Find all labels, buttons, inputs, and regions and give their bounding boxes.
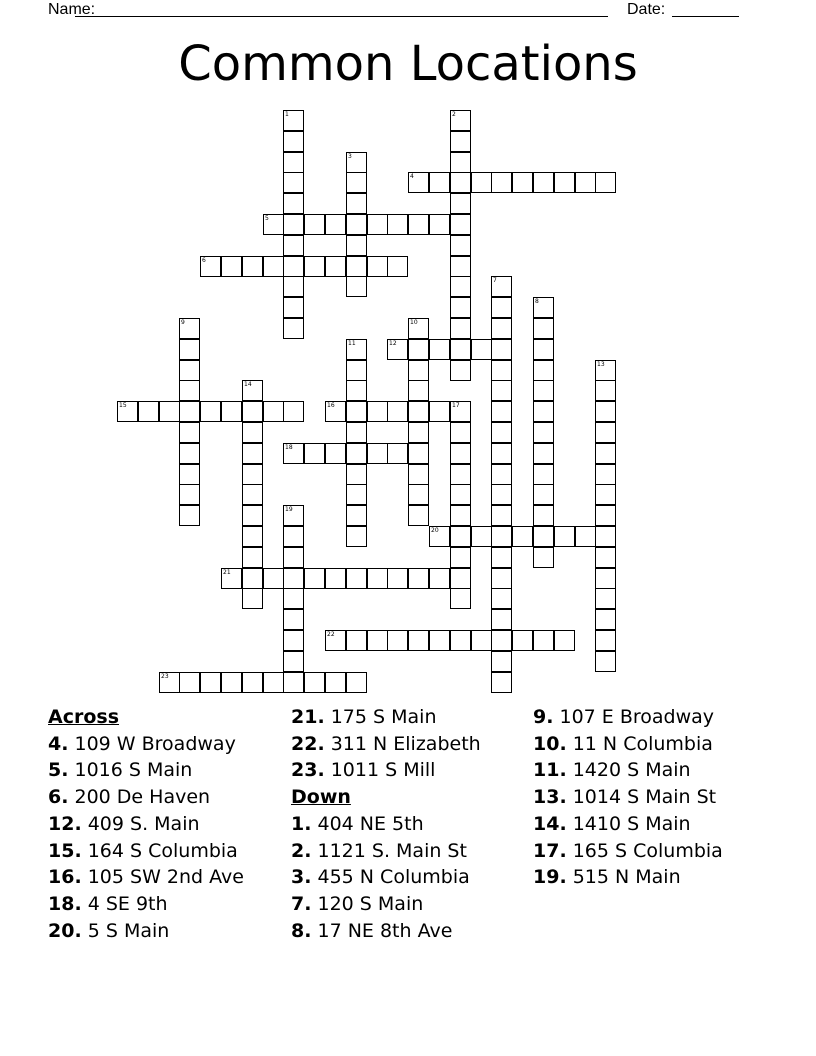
cell-number: 14 [244,381,252,388]
clue-down-3: 3. 455 N Columbia [291,866,470,889]
grid-cell[interactable] [408,318,429,339]
grid-cell[interactable] [325,401,346,422]
grid-cell[interactable] [387,339,408,360]
grid-cell[interactable] [450,526,471,547]
clue-across-23: 23. 1011 S Mill [291,759,436,782]
grid-cell[interactable] [595,360,616,381]
grid-cell[interactable] [533,360,554,381]
grid-cell[interactable] [221,672,242,693]
grid-cell[interactable] [512,526,533,547]
grid-cell[interactable] [242,505,263,526]
grid-cell[interactable] [325,443,346,464]
cell-number: 16 [327,402,335,409]
grid-cell[interactable] [283,318,304,339]
grid-cell[interactable] [367,630,388,651]
grid-cell[interactable] [242,484,263,505]
grid-cell[interactable] [575,172,596,193]
grid-cell[interactable] [283,672,304,693]
grid-cell[interactable] [450,172,471,193]
grid-cell[interactable] [138,401,159,422]
clue-down-10: 10. 11 N Columbia [533,732,713,755]
grid-cell[interactable] [325,672,346,693]
grid-cell[interactable] [408,339,429,360]
grid-cell[interactable] [179,401,200,422]
grid-cell[interactable] [346,526,367,547]
clue-down-19: 19. 515 N Main [533,866,681,889]
clue-across-12: 12. 409 S. Main [48,812,200,835]
clue-down-11: 11. 1420 S Main [533,759,691,782]
clues-column-3 [533,704,773,891]
grid-cell[interactable] [595,505,616,526]
grid-cell[interactable] [367,443,388,464]
grid-cell[interactable] [450,360,471,381]
grid-cell[interactable] [533,526,554,547]
grid-cell[interactable] [533,443,554,464]
grid-cell[interactable] [595,547,616,568]
grid-cell[interactable] [179,672,200,693]
grid-cell[interactable] [491,318,512,339]
grid-cell[interactable] [179,464,200,485]
grid-cell[interactable] [408,630,429,651]
grid-cell[interactable] [450,193,471,214]
grid-cell[interactable] [283,401,304,422]
grid-cell[interactable] [283,131,304,152]
grid-cell[interactable] [450,297,471,318]
cell-number: 18 [285,444,293,451]
grid-cell[interactable] [283,152,304,173]
grid-cell[interactable] [471,172,492,193]
cell-number: 21 [223,569,231,576]
grid-cell[interactable] [429,526,450,547]
grid-cell[interactable] [325,256,346,277]
grid-cell[interactable] [367,568,388,589]
cell-number: 11 [348,340,356,347]
grid-cell[interactable] [450,318,471,339]
grid-cell[interactable] [242,256,263,277]
grid-cell[interactable] [450,422,471,443]
grid-cell[interactable] [283,110,304,131]
grid-cell[interactable] [242,401,263,422]
grid-cell[interactable] [595,380,616,401]
grid-cell[interactable] [346,256,367,277]
grid-cell[interactable] [491,630,512,651]
grid-cell[interactable] [221,568,242,589]
grid-cell[interactable] [346,172,367,193]
grid-cell[interactable] [283,568,304,589]
grid-cell[interactable] [200,401,221,422]
grid-cell[interactable] [450,630,471,651]
grid-cell[interactable] [242,547,263,568]
grid-cell[interactable] [595,630,616,651]
grid-cell[interactable] [491,672,512,693]
grid-cell[interactable] [595,401,616,422]
grid-cell[interactable] [159,672,180,693]
grid-cell[interactable] [325,630,346,651]
grid-cell[interactable] [346,568,367,589]
grid-cell[interactable] [346,152,367,173]
grid-cell[interactable] [283,297,304,318]
grid-cell[interactable] [242,422,263,443]
grid-cell[interactable] [242,588,263,609]
grid-cell[interactable] [179,505,200,526]
grid-cell[interactable] [533,318,554,339]
grid-cell[interactable] [325,568,346,589]
cell-number: 15 [119,402,127,409]
cell-number: 1 [285,111,289,118]
cell-number: 9 [181,319,185,326]
grid-cell[interactable] [346,214,367,235]
clue-down-8: 8. 17 NE 8th Ave [291,919,453,942]
grid-cell[interactable] [491,276,512,297]
grid-cell[interactable] [283,630,304,651]
grid-cell[interactable] [346,193,367,214]
grid-cell[interactable] [450,131,471,152]
grid-cell[interactable] [346,422,367,443]
grid-cell[interactable] [346,672,367,693]
grid-cell[interactable] [408,568,429,589]
grid-cell[interactable] [387,630,408,651]
grid-cell[interactable] [471,339,492,360]
grid-cell[interactable] [512,172,533,193]
grid-cell[interactable] [471,630,492,651]
grid-cell[interactable] [450,484,471,505]
grid-cell[interactable] [491,443,512,464]
clue-down-2: 2. 1121 S. Main St [291,839,467,862]
grid-cell[interactable] [595,526,616,547]
grid-cell[interactable] [387,401,408,422]
cell-number: 6 [202,257,206,264]
grid-cell[interactable] [367,401,388,422]
grid-cell[interactable] [242,526,263,547]
grid-cell[interactable] [304,672,325,693]
clue-down-7: 7. 120 S Main [291,892,424,915]
grid-cell[interactable] [346,630,367,651]
grid-cell[interactable] [450,443,471,464]
grid-cell[interactable] [450,547,471,568]
clue-across-4: 4. 109 W Broadway [48,732,236,755]
grid-cell[interactable] [533,505,554,526]
grid-cell[interactable] [450,110,471,131]
grid-cell[interactable] [491,651,512,672]
clue-down-1: 1. 404 NE 5th [291,812,424,835]
grid-cell[interactable] [408,505,429,526]
grid-cell[interactable] [283,235,304,256]
clue-across-15: 15. 164 S Columbia [48,839,238,862]
grid-cell[interactable] [346,464,367,485]
grid-cell[interactable] [263,672,284,693]
cell-number: 17 [452,402,460,409]
grid-cell[interactable] [429,172,450,193]
grid-cell[interactable] [387,568,408,589]
grid-cell[interactable] [595,172,616,193]
grid-cell[interactable] [595,484,616,505]
grid-cell[interactable] [595,422,616,443]
grid-cell[interactable] [387,256,408,277]
grid-cell[interactable] [242,380,263,401]
grid-cell[interactable] [595,588,616,609]
grid-cell[interactable] [491,401,512,422]
clue-across-6: 6. 200 De Haven [48,786,211,809]
grid-cell[interactable] [491,547,512,568]
grid-cell[interactable] [179,443,200,464]
grid-cell[interactable] [346,505,367,526]
clue-across-16: 16. 105 SW 2nd Ave [48,866,244,889]
grid-cell[interactable] [179,360,200,381]
grid-cell[interactable] [159,401,180,422]
grid-cell[interactable] [429,630,450,651]
grid-cell[interactable] [429,568,450,589]
grid-cell[interactable] [491,609,512,630]
grid-cell[interactable] [595,443,616,464]
grid-cell[interactable] [304,256,325,277]
grid-cell[interactable] [346,235,367,256]
grid-cell[interactable] [304,214,325,235]
grid-cell[interactable] [450,568,471,589]
grid-cell[interactable] [491,464,512,485]
grid-cell[interactable] [533,464,554,485]
grid-cell[interactable] [491,297,512,318]
grid-cell[interactable] [283,214,304,235]
grid-cell[interactable] [283,547,304,568]
grid-cell[interactable] [408,422,429,443]
grid-cell[interactable] [283,276,304,297]
grid-cell[interactable] [242,464,263,485]
grid-cell[interactable] [533,297,554,318]
cell-number: 12 [389,340,397,347]
grid-cell[interactable] [367,256,388,277]
cell-number: 22 [327,631,335,638]
grid-cell[interactable] [575,526,596,547]
grid-cell[interactable] [408,443,429,464]
clue-down-9: 9. 107 E Broadway [533,706,715,728]
grid-cell[interactable] [533,401,554,422]
grid-cell[interactable] [450,588,471,609]
grid-cell[interactable] [221,256,242,277]
grid-cell[interactable] [346,339,367,360]
grid-cell[interactable] [595,609,616,630]
grid-cell[interactable] [471,526,492,547]
grid-cell[interactable] [450,464,471,485]
cell-number: 8 [535,298,539,305]
grid-cell[interactable] [179,484,200,505]
cell-number: 23 [161,673,169,680]
grid-cell[interactable] [491,380,512,401]
grid-cell[interactable] [283,443,304,464]
grid-cell[interactable] [491,505,512,526]
grid-cell[interactable] [408,172,429,193]
clue-down-14: 14. 1410 S Main [533,812,691,835]
clue-across-18: 18. 4 SE 9th [48,892,168,915]
grid-cell[interactable] [450,214,471,235]
grid-cell[interactable] [491,360,512,381]
grid-cell[interactable] [200,256,221,277]
grid-cell[interactable] [283,256,304,277]
grid-cell[interactable] [491,422,512,443]
name-label: Name: [48,1,96,18]
puzzle-title: Common Locations [178,36,638,92]
grid-cell[interactable] [533,547,554,568]
grid-cell[interactable] [367,214,388,235]
grid-cell[interactable] [346,484,367,505]
grid-cell[interactable] [387,443,408,464]
clue-down-13: 13. 1014 S Main St [533,786,717,809]
grid-cell[interactable] [283,588,304,609]
grid-cell[interactable] [429,339,450,360]
grid-cell[interactable] [533,339,554,360]
grid-cell[interactable] [325,214,346,235]
grid-cell[interactable] [450,339,471,360]
grid-cell[interactable] [263,256,284,277]
grid-cell[interactable] [429,214,450,235]
grid-cell[interactable] [283,651,304,672]
grid-cell[interactable] [554,630,575,651]
grid-cell[interactable] [263,401,284,422]
grid-cell[interactable] [533,380,554,401]
clue-across-20: 20. 5 S Main [48,919,170,942]
grid-cell[interactable] [408,214,429,235]
grid-cell[interactable] [408,464,429,485]
grid-cell[interactable] [491,339,512,360]
grid-cell[interactable] [346,380,367,401]
grid-cell[interactable] [221,401,242,422]
grid-cell[interactable] [179,380,200,401]
cell-number: 13 [597,361,605,368]
grid-cell[interactable] [242,443,263,464]
grid-cell[interactable] [283,172,304,193]
cell-number: 4 [410,173,414,180]
grid-cell[interactable] [117,401,138,422]
grid-cell[interactable] [179,318,200,339]
cell-number: 5 [265,215,269,222]
grid-cell[interactable] [408,484,429,505]
grid-cell[interactable] [263,214,284,235]
grid-cell[interactable] [283,526,304,547]
cell-number: 20 [431,527,439,534]
grid-cell[interactable] [554,172,575,193]
grid-cell[interactable] [242,672,263,693]
grid-cell[interactable] [179,339,200,360]
clue-down-17: 17. 165 S Columbia [533,839,723,862]
grid-cell[interactable] [387,214,408,235]
grid-cell[interactable] [346,443,367,464]
down-heading: Down [291,786,351,809]
grid-cell[interactable] [450,276,471,297]
grid-cell[interactable] [304,568,325,589]
grid-cell[interactable] [554,526,575,547]
grid-cell[interactable] [595,464,616,485]
grid-cell[interactable] [450,235,471,256]
grid-cell[interactable] [408,360,429,381]
grid-cell[interactable] [512,630,533,651]
cell-number: 3 [348,153,352,160]
grid-cell[interactable] [283,609,304,630]
grid-cell[interactable] [283,505,304,526]
clues-column-1 [48,704,288,944]
clue-across-5: 5. 1016 S Main [48,759,193,782]
grid-cell[interactable] [450,256,471,277]
grid-cell[interactable] [533,484,554,505]
grid-cell[interactable] [304,443,325,464]
grid-cell[interactable] [450,152,471,173]
clue-across-22: 22. 311 N Elizabeth [291,732,481,755]
across-heading: Across [48,706,120,728]
grid-cell[interactable] [533,630,554,651]
grid-cell[interactable] [595,568,616,589]
grid-cell[interactable] [263,568,284,589]
grid-cell[interactable] [408,380,429,401]
grid-cell[interactable] [450,401,471,422]
cell-number: 7 [493,277,497,284]
grid-cell[interactable] [450,505,471,526]
grid-cell[interactable] [491,588,512,609]
cell-number: 19 [285,506,293,513]
grid-cell[interactable] [346,276,367,297]
grid-cell[interactable] [429,401,450,422]
clue-across-21: 21. 175 S Main [291,706,437,728]
grid-cell[interactable] [533,172,554,193]
clues-column-2 [291,704,531,944]
cell-number: 10 [410,319,418,326]
grid-cell[interactable] [533,422,554,443]
date-label: Date: [627,1,666,18]
grid-cell[interactable] [491,484,512,505]
grid-cell[interactable] [595,651,616,672]
cell-number: 2 [452,111,456,118]
grid-cell[interactable] [179,422,200,443]
grid-cell[interactable] [491,526,512,547]
grid-cell[interactable] [346,401,367,422]
grid-cell[interactable] [346,360,367,381]
grid-cell[interactable] [283,193,304,214]
grid-cell[interactable] [408,401,429,422]
grid-cell[interactable] [491,172,512,193]
grid-cell[interactable] [491,568,512,589]
grid-cell[interactable] [242,568,263,589]
grid-cell[interactable] [200,672,221,693]
